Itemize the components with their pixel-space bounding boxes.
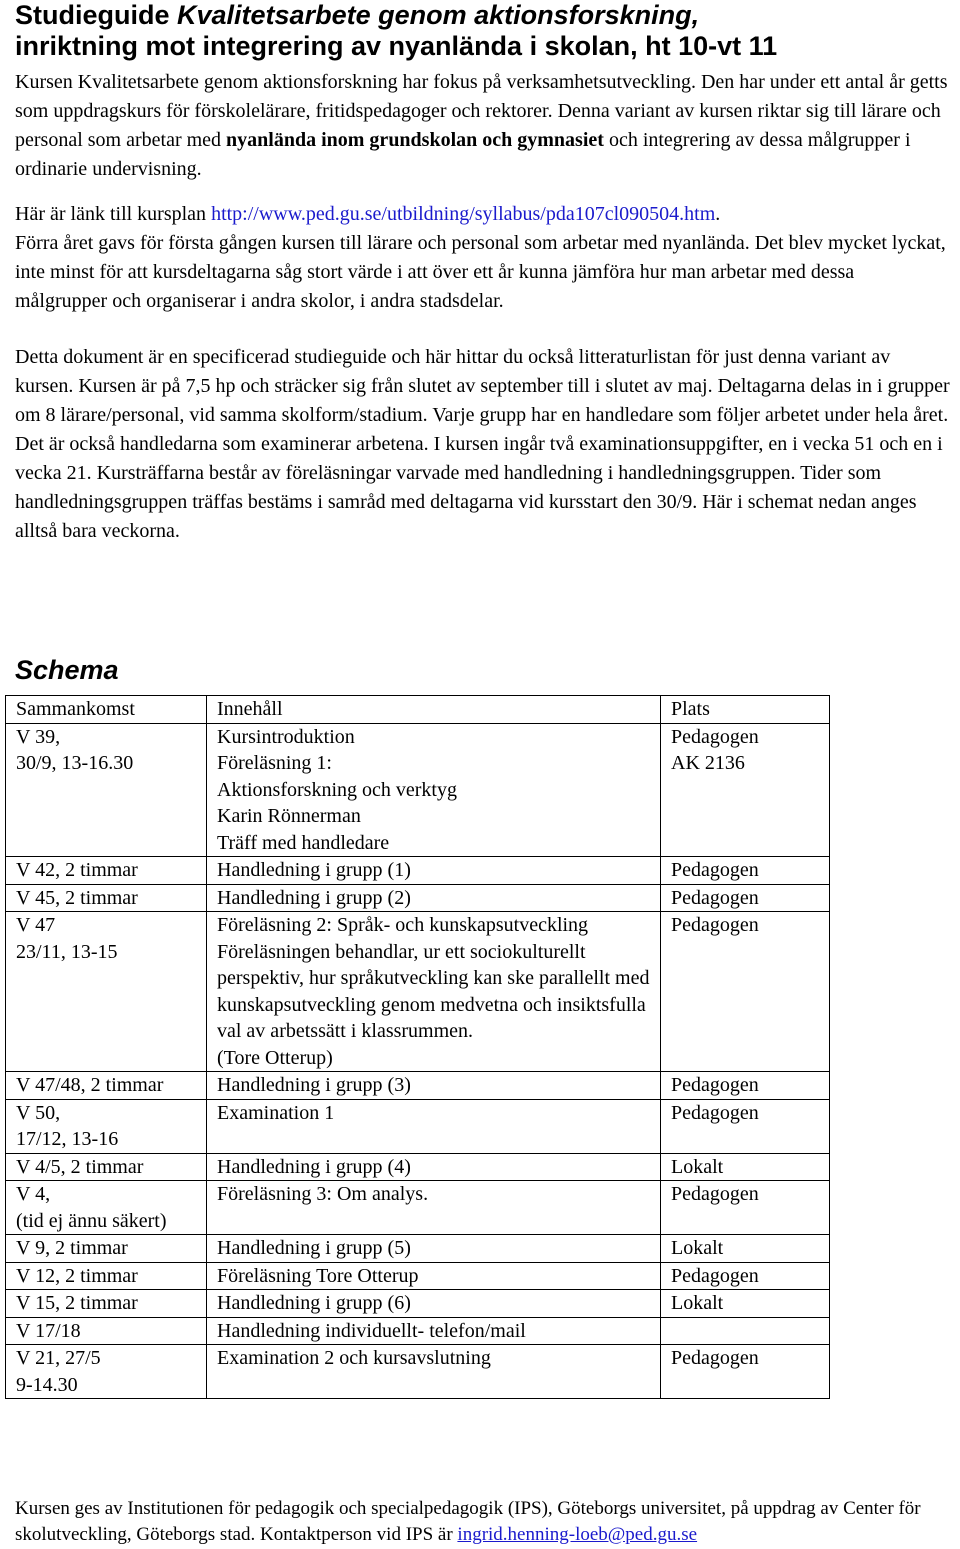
table-cell: Handledning i grupp (2) [207, 884, 661, 912]
header-cell: Plats [661, 696, 830, 724]
title-prefix: Studieguide [15, 0, 177, 30]
table-cell: Handledning i grupp (1) [207, 857, 661, 885]
table-cell: V 4/5, 2 timmar [6, 1153, 207, 1181]
table-cell: V 4, (tid ej ännu säkert) [6, 1181, 207, 1235]
table-cell: V 12, 2 timmar [6, 1262, 207, 1290]
table-cell: V 15, 2 timmar [6, 1290, 207, 1318]
table-cell: Handledning individuellt- telefon/mail [207, 1317, 661, 1345]
table-cell: V 45, 2 timmar [6, 884, 207, 912]
table-cell: Handledning i grupp (3) [207, 1072, 661, 1100]
table-cell [661, 1317, 830, 1345]
table-cell: V 17/18 [6, 1317, 207, 1345]
table-cell: Examination 1 [207, 1099, 661, 1153]
footer-text: Kursen ges av Institutionen för pedagogik och specialpedagogik (IPS), Göteborgs universitet, på uppdrag av Center för skolutveckling, Göteborgs stad. Kontaktperson vid IPS är ingrid.henning-loeb@ped.gu.se [15, 1498, 921, 1545]
table-cell: Pedagogen [661, 1072, 830, 1100]
table-cell: V 9, 2 timmar [6, 1235, 207, 1263]
table-cell: V 47/48, 2 timmar [6, 1072, 207, 1100]
table-row [6, 1153, 830, 1181]
table-row [6, 1072, 830, 1100]
table-cell: Pedagogen [661, 912, 830, 1072]
contact-email-link[interactable]: ingrid.henning-loeb@ped.gu.se [457, 1524, 698, 1545]
table-row [6, 1181, 830, 1235]
schedule-table [5, 695, 830, 1399]
table-row [6, 1290, 830, 1318]
table-cell: Pedagogen [661, 1345, 830, 1399]
table-cell: Kursintroduktion Föreläsning 1: Aktionsforskning och verktyg Karin Rönnerman Träff med handledare [207, 723, 661, 857]
table-cell: V 50, 17/12, 13-16 [6, 1099, 207, 1153]
table-row [6, 1262, 830, 1290]
table-cell: Lokalt [661, 1153, 830, 1181]
syllabus-link[interactable]: http://www.ped.gu.se/utbildning/syllabus/pda107cl090504.htm [211, 203, 716, 225]
table-row [6, 1099, 830, 1153]
table-cell: Handledning i grupp (4) [207, 1153, 661, 1181]
table-cell: Handledning i grupp (6) [207, 1290, 661, 1318]
details-paragraph: Detta dokument är en specificerad studieguide och här hittar du också litteraturlistan för just denna variant av kursen. Kursen är på 7,5 hp och sträcker sig från slutet av september till i slutet av maj. Deltagarna delas in i grupper om 8 lärare/personal, vid samma skolform/stadium. Varje grupp har en handledare som följer arbetet under hela året. Det är också handledarna som examinerar arbetena. I kursen ingår två examinationsuppgifter, en i vecka 51 och en i vecka 21. Kursträffarna består av föreläsningar varvade med handledning i handledningsgruppen. Tider som handledningsgruppen träffas bestäms i samråd med deltagarna vid kursstart den 30/9. Här i schemat nedan anges alltså bara veckorna. [15, 346, 950, 542]
header-cell: Sammankomst [6, 696, 207, 724]
previous-year-paragraph: Förra året gavs för första gången kursen till lärare och personal som arbetar med nyanlända. Det blev mycket lyckat, inte minst för att kursdeltagarna såg stort värde i att över ett år kunna jämföra hur man arbetar med dessa målgrupper och organiserar i andra skolor, i andra stadsdelar. [15, 232, 946, 312]
table-row [6, 912, 830, 1072]
table-cell: Lokalt [661, 1290, 830, 1318]
table-cell: Examination 2 och kursavslutning [207, 1345, 661, 1399]
title-line2: inriktning mot integrering av nyanlända i skolan, ht 10-vt 11 [15, 31, 778, 61]
table-cell: Pedagogen [661, 1181, 830, 1235]
table-cell: Pedagogen [661, 857, 830, 885]
table-row [6, 1345, 830, 1399]
title-italic: Kvalitetsarbete genom aktionsforskning, [177, 0, 700, 30]
schedule-heading: Schema [15, 655, 119, 685]
table-cell: Pedagogen [661, 1262, 830, 1290]
table-cell: Handledning i grupp (5) [207, 1235, 661, 1263]
table-row [6, 857, 830, 885]
table-row [6, 1235, 830, 1263]
table-cell: V 42, 2 timmar [6, 857, 207, 885]
table-row [6, 723, 830, 857]
table-cell: Lokalt [661, 1235, 830, 1263]
table-header-row [6, 696, 830, 724]
intro-bold: nyanlända inom grundskolan och gymnasiet [226, 129, 604, 151]
syllabus-link-paragraph: Här är länk till kursplan http://www.ped.gu.se/utbildning/syllabus/pda107cl090504.htm. [15, 203, 721, 225]
table-cell: Föreläsning 3: Om analys. [207, 1181, 661, 1235]
table-cell: Pedagogen [661, 1099, 830, 1153]
header-cell: Innehåll [207, 696, 661, 724]
table-cell: V 39, 30/9, 13-16.30 [6, 723, 207, 857]
table-cell: V 47 23/11, 13-15 [6, 912, 207, 1072]
table-cell: V 21, 27/5 9-14.30 [6, 1345, 207, 1399]
table-cell: Pedagogen AK 2136 [661, 723, 830, 857]
table-cell: Pedagogen [661, 884, 830, 912]
page-title [15, 0, 950, 62]
table-row [6, 1317, 830, 1345]
table-cell: Föreläsning Tore Otterup [207, 1262, 661, 1290]
table-row [6, 884, 830, 912]
intro-paragraph: Kursen Kvalitetsarbete genom aktionsforskning har fokus på verksamhetsutveckling. Den har under ett antal år getts som uppdragskurs för förskolelärare, fritidspedagoger och rektorer. Denna variant av kursen riktar sig till lärare och personal som arbetar med nyanlända inom grundskolan och gymnasiet och integrering av dessa målgrupper i ordinarie undervisning. [15, 71, 948, 180]
document-page [15, 0, 950, 1545]
table-cell: Föreläsning 2: Språk- och kunskapsutveckling Föreläsningen behandlar, ur ett sociokulturellt perspektiv, hur språkutveckling kan ske parallellt med kunskapsutveckling genom medvetna och insiktsfulla val av arbetssätt i klassrummen. (Tore Otterup) [207, 912, 661, 1072]
